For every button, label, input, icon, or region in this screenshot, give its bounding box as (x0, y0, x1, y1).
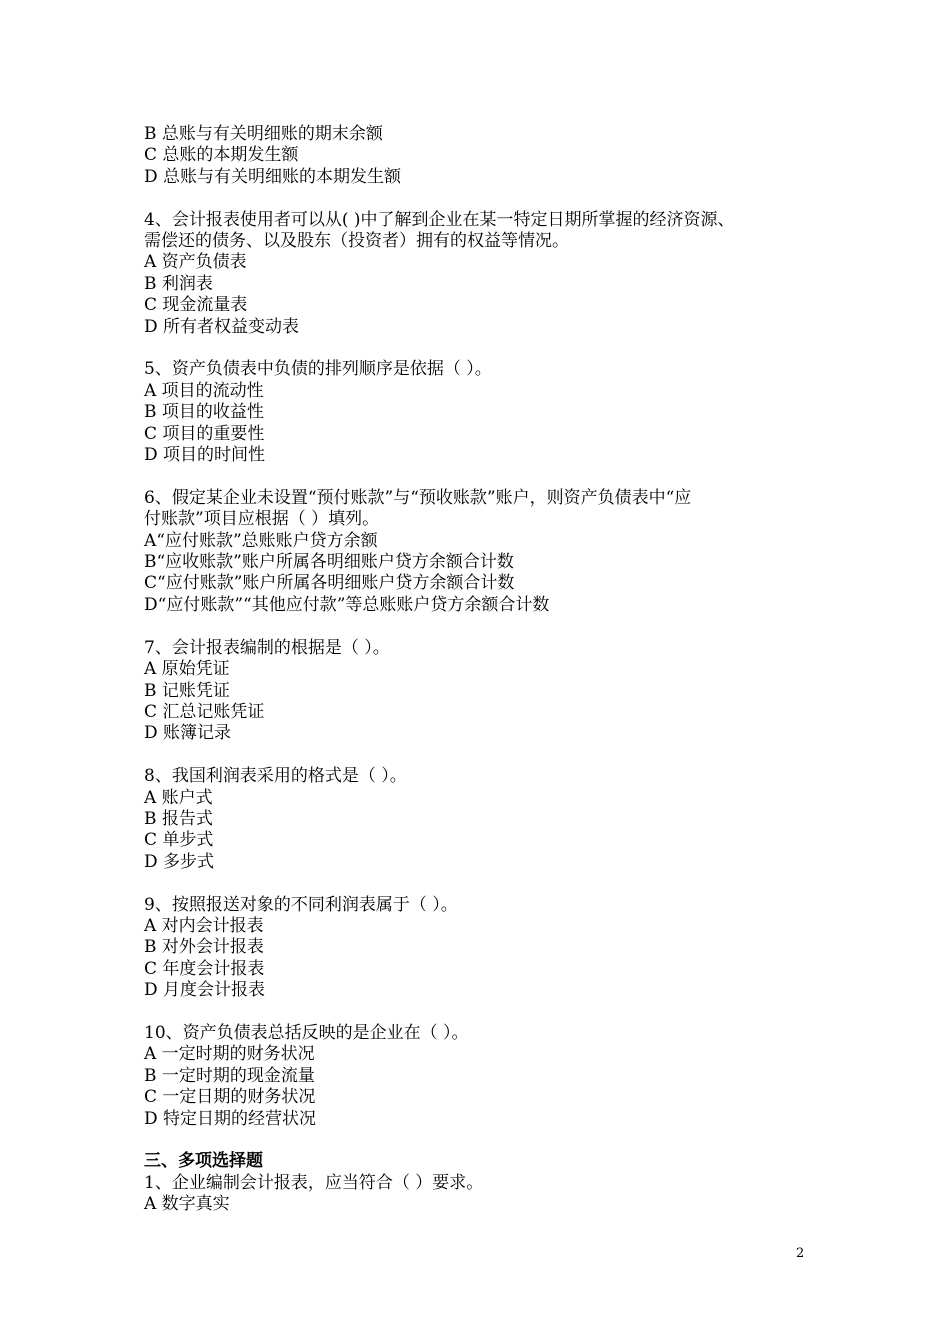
option-item: A 数字真实 (144, 1194, 230, 1215)
question-stem: 4、会计报表使用者可以从( )中了解到企业在某一特定日期所掌握的经济资源、 (144, 209, 735, 230)
question-block (144, 638, 814, 745)
option-item: D 账簿记录 (144, 723, 232, 744)
question-stem: 8、我国利润表采用的格式是（ ）。 (144, 766, 407, 787)
option-list-continued (144, 124, 814, 188)
option-item: C“应付账款”账户所属各明细账户贷方余额合计数 (144, 573, 515, 594)
option-item: B 记账凭证 (144, 680, 230, 701)
option-item: A 资产负债表 (144, 252, 247, 273)
question-stem: 10、资产负债表总括反映的是企业在（ ）。 (144, 1022, 469, 1043)
question-block (144, 359, 814, 466)
section-multiple-choice (144, 1151, 814, 1215)
option-item: B 报告式 (144, 808, 213, 829)
option-item: B“应收账款”账户所属各明细账户贷方余额合计数 (144, 552, 514, 573)
option-item: D 项目的时间性 (144, 445, 266, 466)
section-heading: 三、多项选择题 (144, 1151, 263, 1172)
question-stem: 7、会计报表编制的根据是（ ）。 (144, 637, 390, 658)
option-item: C 项目的重要性 (144, 423, 265, 444)
option-item: B 一定时期的现金流量 (144, 1065, 315, 1086)
option-item: A 账户式 (144, 787, 213, 808)
question-stem: 1、企业编制会计报表，应当符合（ ）要求。 (144, 1172, 484, 1193)
question-block (144, 488, 814, 616)
option-item: D 所有者权益变动表 (144, 316, 300, 337)
option-item: B 项目的收益性 (144, 402, 264, 423)
question-stem: 需偿还的债务、以及股东（投资者）拥有的权益等情况。 (144, 231, 569, 252)
question-stem: 付账款”项目应根据（ ）填列。 (144, 509, 380, 530)
option-item: B 总账与有关明细账的期末余额 (144, 124, 383, 144)
question-block (144, 210, 814, 338)
document-page (144, 124, 814, 1216)
page-number: 2 (796, 1246, 805, 1261)
option-item: C 一定日期的财务状况 (144, 1087, 316, 1108)
option-item: D 多步式 (144, 851, 215, 872)
option-item: C 汇总记账凭证 (144, 701, 265, 722)
option-item: D 总账与有关明细账的本期发生额 (144, 166, 402, 187)
question-stem: 5、资产负债表中负债的排列顺序是依据（ ）。 (144, 359, 492, 380)
option-item: B 对外会计报表 (144, 937, 264, 958)
option-item: A 对内会计报表 (144, 915, 264, 936)
question-block (144, 1023, 814, 1130)
question-block (144, 895, 814, 1002)
option-item: B 利润表 (144, 273, 213, 294)
option-item: C 现金流量表 (144, 295, 248, 316)
option-item: D“应付账款”“其他应付款”等总账账户贷方余额合计数 (144, 594, 550, 615)
question-stem: 6、假定某企业未设置“预付账款”与“预收账款”账户，则资产负债表中“应 (144, 487, 692, 508)
option-item: A 一定时期的财务状况 (144, 1044, 315, 1065)
option-item: D 月度会计报表 (144, 980, 266, 1001)
option-item: D 特定日期的经营状况 (144, 1108, 317, 1129)
option-item: C 单步式 (144, 830, 214, 851)
question-block (144, 766, 814, 873)
option-item: C 年度会计报表 (144, 958, 265, 979)
question-stem: 9、按照报送对象的不同利润表属于（ ）。 (144, 894, 458, 915)
option-item: A 项目的流动性 (144, 380, 264, 401)
option-item: C 总账的本期发生额 (144, 145, 299, 166)
option-item: A 原始凭证 (144, 659, 230, 680)
option-item: A“应付账款”总账账户贷方余额 (144, 530, 378, 551)
